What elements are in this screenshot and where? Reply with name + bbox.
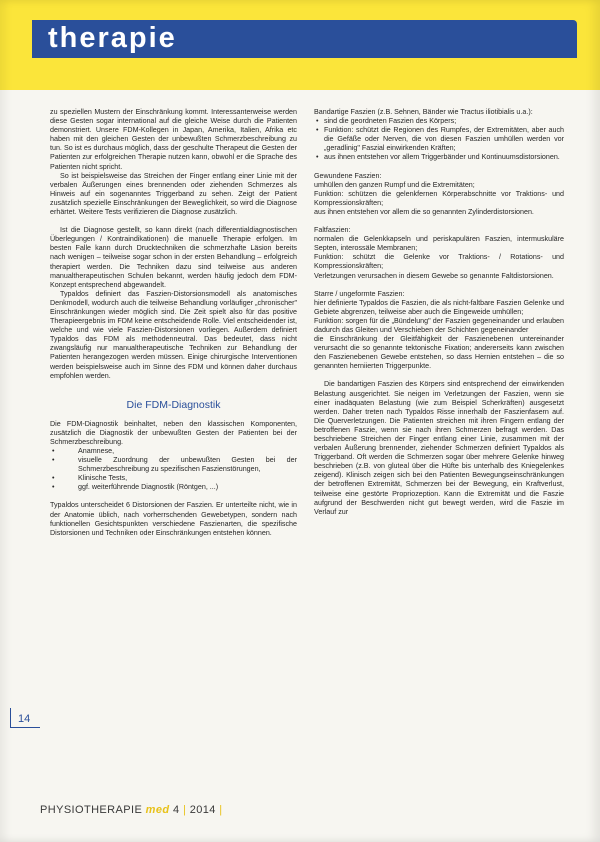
list-item: • Anamnese, [50, 447, 297, 456]
fascia-line: aus ihnen entstehen vor allem die so genannten Zylinderdistorsionen. [314, 207, 534, 216]
list-item: • Funktion: schützt die Regionen des Rumpfes, der Extremitäten, aber auch die Gefäße oder Nerven, die von diesen Faszien umhüllen werden vor „geradlinig" Faszial einwirkenden Kräften; [314, 126, 564, 153]
fascia-type-title: Starre / ungeformte Faszien: [314, 289, 405, 298]
left-column [50, 108, 297, 538]
page-number-divider [10, 708, 11, 728]
magazine-name: PHYSIOTHERAPIE [40, 804, 143, 816]
fascia-type-title: Faltfaszien: [314, 226, 351, 235]
fascia-line: die Einschränkung der Gleitfähigkeit der Faszienebenen untereinander verursacht die so genannte tektonische Fixation; andererseits kann zwischen den Faszienebenen Gewebe entstehen, so dass Hernien entstehen – die so genannten herniierten Triggerpunkte. [314, 335, 564, 371]
page-number-underline [10, 727, 40, 728]
paragraph: Die bandartigen Faszien des Körpers sind entsprechend der einwirkenden Belastung ausgerichtet. Sie neigen im Verletzungen der Faszien, wenn sie einer inadäquaten Belastung (wie zum Beispiel Scherkräften) ausgesetzt werden. Daher treten nach Typaldos Risse innerhalb der Faszienfasern auf. Die Querverletzungen. Die Patienten streichen mit ihren Fingern entlang der betroffenen Faszie, wenn sie nach ihren Schmerzen befragt werden. Das beschriebene Streichen der Finger entlang einer Linie, zusammen mit der verbalen Äußerung brennender, ziehender Schmerzen definiert Typaldos als Triggerband. Oft werden die Schmerzen sogar über mehrere Gelenke hinweg beschrieben (z.B. von gluteal über die Hüfte bis unterhalb des Kniegelenkes zeigend). Klinisch zeigen sich bei den Patienten Bewegungseinschränkungen der betroffenen Extremität, Schmerzen bei der Bewegung, ein Kraftverlust, teilweise eine gestörte Propriozeption. Kann die Extremität und die Faszie aufgrund der Beschwerden nicht gut bewegt werden, wird die Faszie im Verlauf zur [314, 380, 564, 516]
fascia-line: umhüllen den ganzen Rumpf und die Extremitäten; [314, 180, 475, 189]
issue-number: 4 [172, 804, 180, 816]
fascia-line: normalen die Gelenkkapseln und periskapulären Faszien, intermuskuläre Septen, interossäle Membranen; [314, 235, 564, 253]
diagnostic-list [50, 447, 297, 492]
page-number: 14 [18, 713, 31, 725]
paragraph: Ist die Diagnose gestellt, so kann direkt (nach differentialdiagnostischen Überlegungen / Kontraindikationen) die manuelle Therapie erfolgen. Im besten Falle kann durch Drucktechniken die schmerzhafte Läsion bereits nach wenigen – teilweise sogar schon in der ersten Behandlung – erfolgreich therapiert werden. Die Techniken dazu sind teilweise aus anderen manualtherapeutischen Schulen bekannt, werden häufig jedoch dem FDM-Konzept entsprechend abgewandelt. [50, 226, 297, 289]
fascia-line: Funktion: schützen die gelenkfernen Körperabschnitte vor Traktions- und Kompressionskräften; [314, 189, 564, 207]
section-title-bar [32, 20, 577, 58]
fascia-line: hier definierte Typaldos die Faszien, die als nicht-faltbare Faszien Gelenke und Gebiete abgrenzen, teilweise aber auch die Eingeweide umhüllen; [314, 298, 564, 316]
footer-separator: | [182, 804, 187, 816]
fascia-intro: Bandartige Faszien (z.B. Sehnen, Bänder wie Tractus iliotibialis u.a.): [314, 108, 533, 116]
footer [40, 804, 223, 816]
fascia-line: Verletzungen verursachen in diesem Gewebe so genannte Faltdistorsionen. [314, 271, 554, 280]
paragraph: Typaldos unterscheidet 6 Distorsionen der Faszien. Er unterteilte nicht, wie in der Anatomie üblich, nach vorherrschenden Gewebetypen, sondern nach funktionellen Gesichtspunkten verschiedene Faszienarten, die spezifische Distorsionen und Techniken oder Einschränkungen entstehen können. [50, 501, 297, 537]
issue-year: 2014 [189, 804, 216, 816]
section-title: therapie [48, 22, 177, 54]
magazine-brand: med [145, 804, 170, 816]
list-item: • visuelle Zuordnung der unbewußten Gesten bei der Schmerzbeschreibung zu spezifischen Faszienstörungen, [50, 456, 297, 474]
right-column [314, 108, 564, 517]
fascia-line: Funktion: schützt die Gelenke vor Traktions- / Rotations- und Kompressionskräften; [314, 253, 564, 271]
paragraph: Typaldos definiert das Faszien-Distorsionsmodell als anatomisches Denkmodell, wodurch auch die teilweise Behandlung vorläufiger „chronischer" Einschränkungen wieder möglich sind. Die Zeit spielt also für das positive Therapieergebnis im FDM keine entscheidende Rolle. Viel entscheidender ist, welche und wie viele Faszien-Distorsionen vorliegen. Außerdem definiert Typaldos das FDM als methodenneutral. Das bedeutet, dass nicht zwangsläufig nur manualtherapeutische Techniken zur Behandlung der Patienten herangezogen werden müssen. Einige chirurgische Interventionen werden beispielsweise auch im Sinne des FDM und können daher durchaus empfohlen werden. [50, 289, 297, 380]
paragraph: zu speziellen Mustern der Einschränkung kommt. Interessanterweise werden diese Gesten sogar international auf die gleiche Weise durch die Patienten demonstriert. Unsere FDM-Kollegen in Japan, Amerika, Italien, Afrika etc haben mit den gleichen Gesten der unbewußten Schmerzbeschreibung zu tun. So ist es durchaus möglich, dass der geschulte Therapeut die Gesten der Patienten zur erfolgreichen Therapie nutzen kann, obwohl er die Sprache des Patienten nicht spricht. [50, 108, 297, 171]
list-item: • sind die geordneten Faszien des Körpers; [314, 117, 564, 126]
fascia-type-title: Gewundene Faszien: [314, 171, 382, 180]
list-item: • ggf. weiterführende Diagnostik (Röntgen, ...) [50, 483, 297, 492]
paragraph: Die FDM-Diagnostik beinhaltet, neben den klassischen Komponenten, zusätzlich die Diagnostik der unbewußten Gesten der Patienten bei der Schmerzbeschreibung. [50, 419, 297, 446]
list-item: • Klinische Tests, [50, 474, 297, 483]
fascia-intro-list [314, 117, 564, 162]
fascia-line: Funktion: sorgen für die „Bündelung" der Faszien gegeneinander und erlauben dadurch das Gleiten und Verschieben der Schichten gegeneinander [314, 316, 564, 334]
paragraph: So ist beispielsweise das Streichen der Finger entlang einer Linie mit der verbalen Äußerungen eines brennenden oder ziehenden Schmerzes als Hinweis auf ein sogenanntes Triggerband zu sehen. Zeigt der Patient zusätzlich spezielle Einschränkungen der Beweglichkeit, so wird die Diagnose erhärtet. Weitere Tests verifizieren die Diagnose zusätzlich. [50, 171, 297, 217]
list-item: • aus ihnen entstehen vor allem Triggerbänder und Kontinuumsdistorsionen. [314, 153, 564, 162]
footer-separator: | [219, 804, 223, 816]
section-heading: Die FDM-Diagnostik [126, 398, 221, 411]
